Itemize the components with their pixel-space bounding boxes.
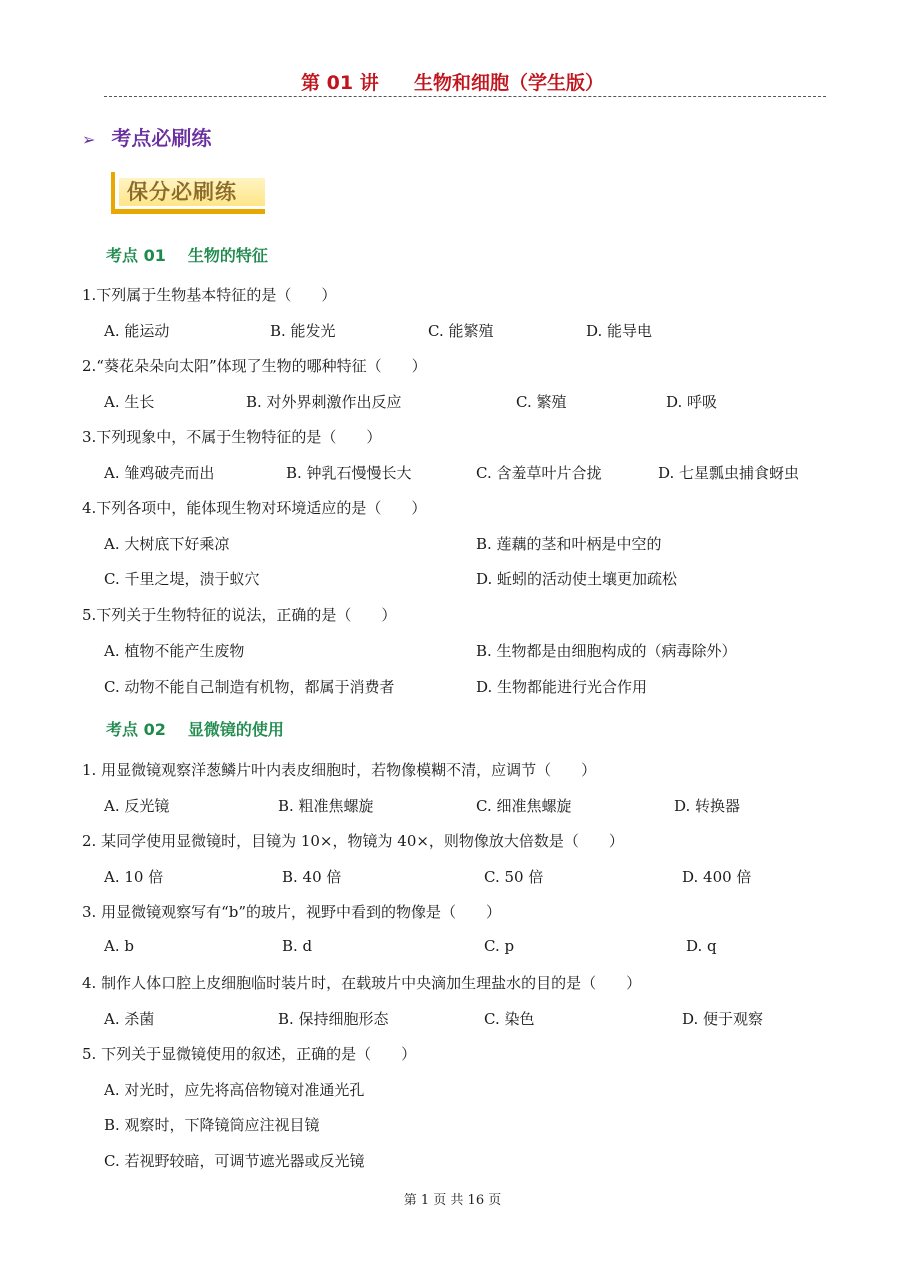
section-heading (82, 122, 211, 151)
option-b: B. d (282, 937, 313, 955)
option-d: D. 能导电 (586, 322, 653, 340)
option-a: A. 大树底下好乘凉 (104, 535, 230, 553)
option-c: C. 细准焦螺旋 (476, 797, 572, 815)
option-b: B. 粗准焦螺旋 (278, 797, 374, 815)
option-c: C. 若视野较暗，可调节遮光器或反光镜 (104, 1152, 365, 1170)
section-heading-text: 考点必刷练 (111, 126, 212, 150)
banner-label: 保分必刷练 (127, 180, 237, 204)
option-c: C. 染色 (484, 1010, 535, 1028)
option-c: C. 能繁殖 (428, 322, 494, 340)
question-stem: 5. 下列关于显微镜使用的叙述，正确的是（ ） (82, 1045, 417, 1063)
option-d: D. 七星瓢虫捕食蚜虫 (658, 464, 800, 482)
lecture-number: 第 01 讲 (301, 72, 379, 94)
topic-heading-01 (106, 243, 268, 266)
topic-name: 显微镜的使用 (187, 720, 284, 739)
topic-heading-02 (106, 717, 284, 740)
option-b: B. 钟乳石慢慢长大 (286, 464, 412, 482)
option-b: B. 生物都是由细胞构成的（病毒除外） (476, 642, 737, 660)
topic-number: 考点 01 (106, 246, 166, 265)
option-a: A. 对光时，应先将高倍物镜对准通光孔 (104, 1081, 365, 1099)
question-stem: 1.下列属于生物基本特征的是（ ） (82, 286, 337, 304)
option-a: A. 反光镜 (104, 797, 170, 815)
option-d: D. 蚯蚓的活动使土壤更加疏松 (476, 570, 678, 588)
page-number-footer: 第 1 页 共 16 页 (403, 1193, 502, 1208)
option-c: C. 50 倍 (484, 868, 544, 886)
banner-baofen (111, 172, 265, 214)
option-d: D. 便于观察 (682, 1010, 764, 1028)
question-stem: 3.下列现象中，不属于生物特征的是（ ） (82, 428, 382, 446)
question-stem: 2. 某同学使用显微镜时，目镜为 10×，物镜为 40×，则物像放大倍数是（ ） (82, 832, 624, 850)
option-b: B. 能发光 (270, 322, 336, 340)
option-b: B. 莲藕的茎和叶柄是中空的 (476, 535, 662, 553)
option-a: A. 杀菌 (104, 1010, 155, 1028)
option-c: C. 繁殖 (516, 393, 567, 411)
question-stem: 3. 用显微镜观察写有“b”的玻片，视野中看到的物像是（ ） (82, 903, 502, 921)
header-divider (104, 96, 826, 97)
option-b: B. 保持细胞形态 (278, 1010, 389, 1028)
option-d: D. q (686, 937, 717, 955)
option-a: A. 植物不能产生废物 (104, 642, 245, 660)
arrow-right-icon: ➢ (82, 130, 96, 149)
lecture-title: 生物和细胞（学生版） (413, 72, 604, 94)
option-a: A. 能运动 (104, 322, 170, 340)
topic-number: 考点 02 (106, 720, 166, 739)
option-b: B. 观察时，下降镜筒应注视目镜 (104, 1116, 320, 1134)
option-a: A. 雏鸡破壳而出 (104, 464, 215, 482)
option-d: D. 呼吸 (666, 393, 718, 411)
option-d: D. 生物都能进行光合作用 (476, 678, 648, 696)
option-b: B. 对外界刺激作出反应 (246, 393, 402, 411)
option-c: C. p (484, 937, 515, 955)
option-a: A. 生长 (104, 393, 155, 411)
topic-name: 生物的特征 (187, 246, 268, 265)
option-b: B. 40 倍 (282, 868, 342, 886)
option-a: A. 10 倍 (104, 868, 164, 886)
option-c: C. 动物不能自己制造有机物，都属于消费者 (104, 678, 395, 696)
option-a: A. b (104, 937, 134, 955)
question-stem: 4.下列各项中，能体现生物对环境适应的是（ ） (82, 499, 427, 517)
option-d: D. 转换器 (674, 797, 741, 815)
option-c: C. 含羞草叶片合拢 (476, 464, 602, 482)
question-stem: 5.下列关于生物特征的说法，正确的是（ ） (82, 606, 397, 624)
question-stem: 1. 用显微镜观察洋葱鳞片叶内表皮细胞时，若物像模糊不清，应调节（ ） (82, 761, 597, 779)
question-stem: 4. 制作人体口腔上皮细胞临时装片时，在载玻片中央滴加生理盐水的目的是（ ） (82, 974, 642, 992)
question-stem: 2.“葵花朵朵向太阳”体现了生物的哪种特征（ ） (82, 357, 427, 375)
option-d: D. 400 倍 (682, 868, 752, 886)
page-header-title (0, 68, 905, 95)
option-c: C. 千里之堤，溃于蚁穴 (104, 570, 260, 588)
